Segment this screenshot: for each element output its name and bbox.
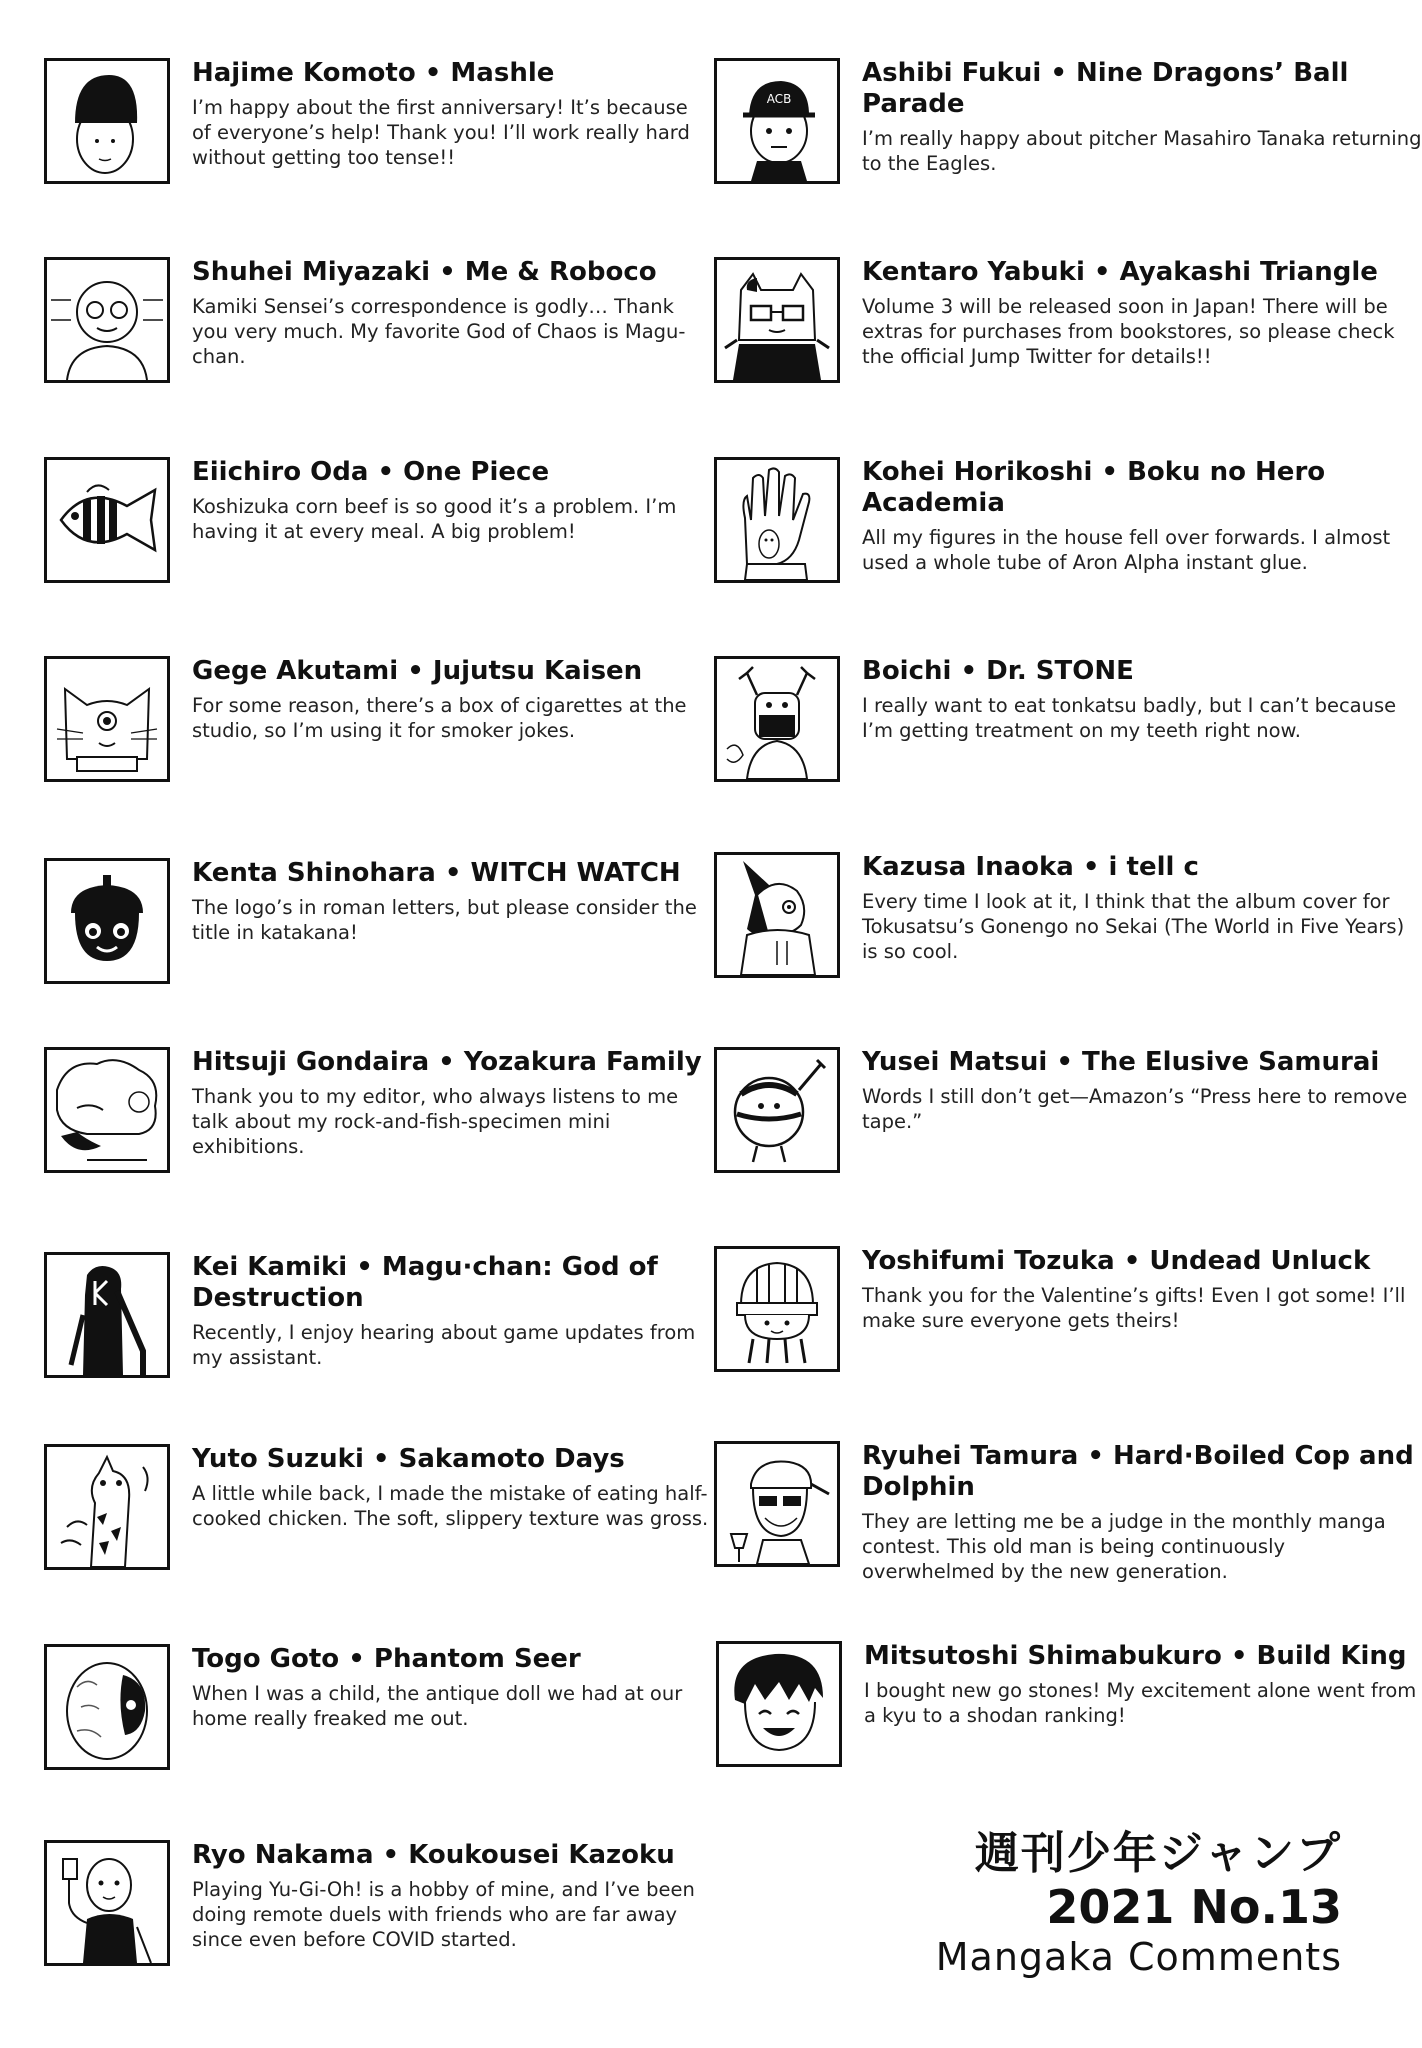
smiling-boy-icon: [719, 1644, 839, 1764]
entry-comment: I’m really happy about pitcher Masahiro Tanaka returning to the Eagles.: [862, 127, 1422, 175]
entry-title: Kei Kamiki • Magu·chan: God of Destruction: [192, 1252, 658, 1313]
avatar: [44, 1252, 170, 1378]
avatar: [714, 656, 840, 782]
cat-glasses-icon: [717, 260, 837, 380]
entry-title: Ryuhei Tamura • Hard·Boiled Cop and Dolphin: [862, 1441, 1414, 1502]
entry-title: Togo Goto • Phantom Seer: [192, 1644, 581, 1674]
one-eyed-cat-icon: [47, 659, 167, 779]
giraffe-icon: [47, 1447, 167, 1567]
entry-comment: When I was a child, the antique doll we had at our home really freaked me out.: [192, 1682, 683, 1730]
entry-title: Hitsuji Gondaira • Yozakura Family: [192, 1047, 702, 1077]
avatar: [714, 1246, 840, 1372]
magazine-title: 週刊少年ジャンプ: [974, 1828, 1342, 1879]
entry-title: Kenta Shinohara • WITCH WATCH: [192, 858, 681, 888]
entry-comment: Koshizuka corn beef is so good it’s a problem. I’m having it at every meal. A big problem!: [192, 495, 677, 543]
entry-comment: Every time I look at it, I think that the album cover for Tokusatsu’s Gonengo no Sekai (The World in Five Years) is so cool.: [862, 890, 1405, 963]
bowl-cut-face-icon: [47, 61, 167, 181]
avatar: [44, 257, 170, 383]
entry-comment: They are letting me be a judge in the monthly manga contest. This old man is being continuously overwhelmed by the new generation.: [862, 1510, 1386, 1583]
avatar: [714, 457, 840, 583]
striped-fish-icon: [47, 460, 167, 580]
hooded-rabbit-icon: [717, 855, 837, 975]
entry-title: Yusei Matsui • The Elusive Samurai: [862, 1047, 1380, 1077]
entry-comment: Thank you to my editor, who always listens to me talk about my rock-and-fish-specimen mini exhibitions.: [192, 1085, 679, 1158]
raised-hand-icon: [717, 460, 837, 580]
baseball-cap-man-icon: [717, 61, 837, 181]
avatar: [714, 852, 840, 978]
entry-title: Yuto Suzuki • Sakamoto Days: [192, 1444, 625, 1474]
entry-title: Eiichiro Oda • One Piece: [192, 457, 550, 487]
entry-comment: Kamiki Sensei’s correspondence is godly… Thank you very much. My favorite God of Chaos is Magu-chan.: [192, 295, 686, 368]
avatar: [44, 656, 170, 782]
cap-glasses-man-icon: [717, 1444, 837, 1564]
entry-comment: A little while back, I made the mistake of eating half-cooked chicken. The soft, slippery texture was gross.: [192, 1482, 709, 1530]
avatar: [44, 1047, 170, 1173]
entry-comment: Thank you for the Valentine’s gifts! Even I got some! I’ll make sure everyone gets theirs!: [862, 1284, 1406, 1332]
entry-title: Ashibi Fukui • Nine Dragons’ Ball Parade: [862, 58, 1349, 119]
avatar: [44, 1444, 170, 1570]
issue-number: 2021 No.13: [1046, 1880, 1342, 1934]
entry-comment: For some reason, there’s a box of cigarettes at the studio, so I’m using it for smoker jokes.: [192, 694, 687, 742]
entry-title: Ryo Nakama • Koukousei Kazoku: [192, 1840, 675, 1870]
avatar: [714, 257, 840, 383]
avatar: [44, 858, 170, 984]
masthead: [936, 1828, 1342, 1980]
entry-comment: All my figures in the house fell over forwards. I almost used a whole tube of Aron Alpha instant glue.: [862, 526, 1391, 574]
entry-comment: I’m happy about the first anniversary! It’s because of everyone’s help! Thank you! I’ll work really hard without getting too tense!!: [192, 96, 690, 169]
antlered-creature-icon: [717, 659, 837, 779]
round-face-glasses-icon: [47, 260, 167, 380]
entry-comment: Words I still don’t get—Amazon’s “Press here to remove tape.”: [862, 1085, 1408, 1133]
entry-comment: Recently, I enjoy hearing about game updates from my assistant.: [192, 1321, 696, 1369]
entry-comment: I really want to eat tonkatsu badly, but I can’t because I’m getting treatment on my teeth right now.: [862, 694, 1397, 742]
avatar: [714, 58, 840, 184]
entry-title: Boichi • Dr. STONE: [862, 656, 1134, 686]
entry-title: Kazusa Inaoka • i tell c: [862, 852, 1199, 882]
avatar: [44, 1840, 170, 1966]
avatar: [714, 1441, 840, 1567]
waving-figure-icon: [47, 1843, 167, 1963]
entry-comment: The logo’s in roman letters, but please consider the title in katakana!: [192, 896, 697, 944]
entry-title: Mitsutoshi Shimabukuro • Build King: [864, 1641, 1407, 1671]
beanie-jellyfish-icon: [717, 1249, 837, 1369]
ball-creature-icon: [717, 1050, 837, 1170]
avatar: [44, 58, 170, 184]
entry-title: Kohei Horikoshi • Boku no Hero Academia: [862, 457, 1326, 518]
dark-k-figure-icon: [47, 1255, 167, 1375]
entry-title: Yoshifumi Tozuka • Undead Unluck: [862, 1246, 1371, 1276]
entry-title: Kentaro Yabuki • Ayakashi Triangle: [862, 257, 1378, 287]
entry-comment: I bought new go stones! My excitement alone went from a kyu to a shodan ranking!: [864, 1679, 1417, 1727]
avatar: [44, 457, 170, 583]
section-label: Mangaka Comments: [935, 1935, 1342, 1979]
entry-comment: Volume 3 will be released soon in Japan! There will be extras for purchases from bookstores, so please check the official Jump Twitter for details!!: [862, 295, 1395, 368]
egg-creature-icon: [47, 1647, 167, 1767]
entry-title: Hajime Komoto • Mashle: [192, 58, 555, 88]
avatar: [44, 1644, 170, 1770]
avatar: [716, 1641, 842, 1767]
entry-comment: Playing Yu-Gi-Oh! is a hobby of mine, and I’ve been doing remote duels with friends who are far away since even before COVID started.: [192, 1878, 695, 1951]
avatar: [714, 1047, 840, 1173]
cap-badge: ACB: [766, 92, 792, 106]
entry-title: Gege Akutami • Jujutsu Kaisen: [192, 656, 643, 686]
sheep-face-icon: [47, 1050, 167, 1170]
entry-title: Shuhei Miyazaki • Me & Roboco: [192, 257, 657, 287]
acorn-face-icon: [47, 861, 167, 981]
